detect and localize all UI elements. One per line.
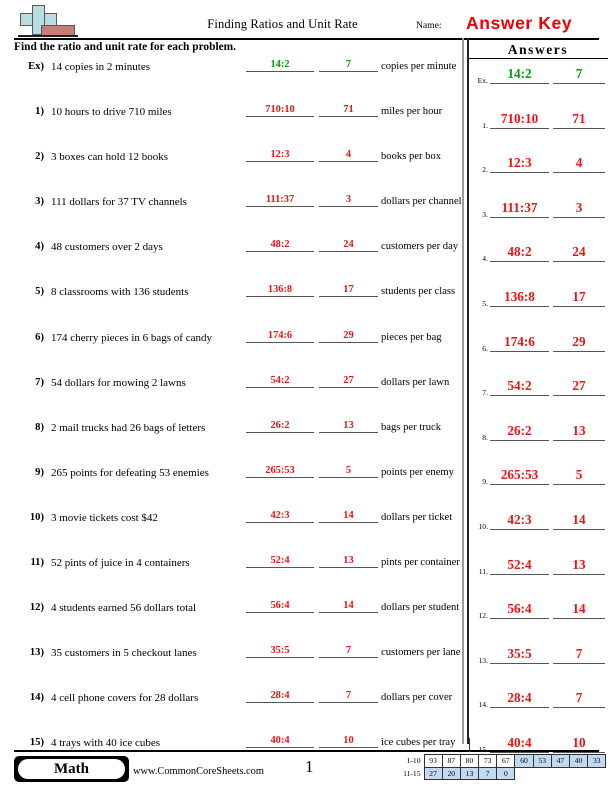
problem-number: 13)	[29, 647, 44, 659]
ratio-answer-blank[interactable]: 56:4	[246, 600, 314, 613]
unit-label: students per class	[381, 286, 456, 298]
problem-statement: 35 customers in 5 checkout lanes	[51, 647, 197, 660]
problem-statement: 2 mail trucks had 26 bags of letters	[51, 421, 206, 434]
problem-statement: 14 copies in 2 minutes	[51, 61, 150, 73]
unit-label: points per enemy	[381, 466, 454, 478]
unit-rate-answer-blank[interactable]: 17	[319, 284, 378, 297]
grading-scale-row	[396, 755, 606, 768]
answer-row-number: 4.	[482, 254, 488, 264]
problem-row	[0, 687, 462, 732]
answer-unit-rate: 7	[553, 690, 605, 708]
grading-scale-spacer	[588, 767, 606, 780]
page-header	[0, 0, 612, 44]
answer-unit-rate: 4	[553, 155, 605, 173]
answer-ratio: 710:10	[490, 111, 549, 129]
problem-row	[0, 642, 462, 687]
answer-unit-rate: 5	[553, 467, 605, 485]
problem-statement: 54 dollars for mowing 2 lawns	[51, 376, 186, 389]
answer-row-number: 12.	[478, 611, 488, 621]
answer-row-number: Ex.	[477, 76, 488, 85]
answer-key-stamp: Answer Key	[466, 13, 573, 33]
problem-number: 2)	[35, 151, 44, 163]
subject-badge	[14, 756, 129, 782]
problem-number: 11)	[30, 557, 44, 569]
answers-row-list	[468, 64, 612, 778]
unit-label: pieces per bag	[381, 331, 442, 343]
problem-statement: 48 customers over 2 days	[51, 241, 163, 254]
problem-number: 5)	[35, 286, 44, 298]
problem-statement: 111 dollars for 37 TV channels	[51, 196, 187, 209]
answer-row-number: 7.	[482, 388, 488, 398]
answer-row	[468, 421, 612, 466]
grading-scale-spacer	[551, 767, 569, 780]
ratio-answer-blank[interactable]: 136:8	[246, 284, 314, 297]
problem-number: 1)	[35, 106, 44, 118]
ratio-answer-blank[interactable]: 48:2	[246, 239, 314, 252]
grading-scale-row-label: 1-10	[406, 756, 421, 765]
name-label: Name:	[416, 20, 442, 31]
ratio-answer-blank[interactable]: 710:10	[246, 104, 314, 117]
problem-row	[0, 191, 462, 236]
grading-scale-cell: 33	[588, 755, 606, 768]
problem-row	[0, 507, 462, 552]
grading-scale-cell: 93	[424, 755, 442, 768]
answer-unit-rate: 71	[553, 111, 605, 129]
grading-scale-spacer	[570, 767, 588, 780]
answer-ratio: 136:8	[490, 289, 549, 307]
answer-ratio: 52:4	[490, 557, 549, 575]
problem-statement: 174 cherry pieces in 6 bags of candy	[51, 331, 212, 344]
answer-ratio: 48:2	[490, 244, 549, 262]
problem-row	[0, 552, 462, 597]
ratio-answer-blank[interactable]: 26:2	[246, 420, 314, 433]
ratio-answer-blank[interactable]: 40:4	[246, 735, 314, 748]
problem-number: Ex)	[28, 61, 44, 72]
answer-ratio: 12:3	[490, 155, 549, 173]
problem-row	[0, 146, 462, 191]
grade-scale-tick	[469, 738, 470, 752]
answer-row-number: 13.	[478, 655, 488, 665]
grading-scale-cell: 87	[442, 755, 460, 768]
problem-row	[0, 597, 462, 642]
answer-ratio: 54:2	[490, 378, 549, 396]
answer-row	[468, 599, 612, 644]
problem-statement: 3 movie tickets cost $42	[51, 511, 158, 524]
page-number: 1	[305, 757, 314, 776]
answer-ratio: 28:4	[490, 690, 549, 708]
answer-row	[468, 287, 612, 332]
problem-statement: 52 pints of juice in 4 containers	[51, 557, 190, 570]
subject-badge-label: Math	[18, 759, 125, 779]
worksheet-title: Finding Ratios and Unit Rate	[207, 17, 358, 31]
problem-number: 9)	[35, 466, 44, 478]
ratio-answer-blank[interactable]: 28:4	[246, 690, 314, 703]
grading-scale-spacer	[533, 767, 551, 780]
answer-row	[468, 688, 612, 733]
problem-statement: 265 points for defeating 53 enemies	[51, 466, 209, 479]
answer-unit-rate: 24	[553, 244, 605, 262]
unit-rate-answer-blank[interactable]: 14	[319, 600, 378, 613]
answer-ratio: 265:53	[490, 467, 549, 485]
unit-rate-answer-blank[interactable]: 3	[319, 194, 378, 207]
grading-scale-row	[396, 767, 606, 780]
ratio-answer-blank[interactable]: 12:3	[246, 149, 314, 162]
site-url[interactable]: www.CommonCoreSheets.com	[133, 766, 264, 777]
unit-rate-answer-blank[interactable]: 7	[319, 690, 378, 703]
problem-statement: 8 classrooms with 136 students	[51, 286, 189, 299]
answer-ratio: 14:2	[490, 66, 549, 84]
ratio-answer-blank[interactable]: 14:2	[246, 59, 314, 72]
answer-ratio: 42:3	[490, 512, 549, 530]
unit-rate-answer-blank[interactable]: 24	[319, 239, 378, 252]
answer-ratio: 174:6	[490, 334, 549, 352]
grading-scale-table	[396, 754, 606, 780]
grading-scale-cell: 53	[533, 755, 551, 768]
answer-row-number: 2.	[482, 165, 488, 175]
problem-row	[0, 56, 462, 101]
answer-row-number: 6.	[482, 343, 488, 353]
ratio-answer-blank[interactable]: 52:4	[246, 555, 314, 568]
problem-row	[0, 462, 462, 507]
grading-scale-cell: 27	[424, 767, 442, 780]
answer-row-number: 10.	[478, 521, 488, 531]
problem-statement: 4 students earned 56 dollars total	[51, 602, 197, 615]
answer-ratio: 35:5	[490, 646, 549, 664]
answer-ratio: 56:4	[490, 601, 549, 619]
ratio-answer-blank[interactable]: 111:37	[246, 194, 314, 207]
answer-unit-rate: 3	[553, 200, 605, 218]
problem-row	[0, 372, 462, 417]
instructions-text: Find the ratio and unit rate for each problem.	[14, 41, 237, 53]
ratio-answer-blank[interactable]: 35:5	[246, 645, 314, 658]
commoncoresheets-logo-icon	[18, 4, 78, 38]
unit-label: customers per lane	[381, 647, 461, 659]
answer-unit-rate: 13	[553, 423, 605, 441]
unit-rate-answer-blank[interactable]: 7	[319, 59, 378, 72]
answer-row-number: 8.	[482, 432, 488, 442]
ratio-answer-blank[interactable]: 54:2	[246, 375, 314, 388]
answer-row-number: 9.	[482, 477, 488, 487]
ratio-answer-blank[interactable]: 265:53	[246, 465, 314, 478]
answer-row	[468, 332, 612, 377]
grading-scale-cell: 60	[515, 755, 533, 768]
answer-row-number: 14.	[478, 700, 488, 710]
answer-row-number: 1.	[482, 120, 488, 130]
answer-row	[468, 64, 612, 109]
problem-row	[0, 281, 462, 326]
unit-label: customers per day	[381, 241, 459, 253]
answer-row	[468, 242, 612, 287]
ratio-answer-blank[interactable]: 42:3	[246, 510, 314, 523]
answer-unit-rate: 29	[553, 334, 605, 352]
problem-number: 6)	[35, 331, 44, 343]
answer-row-number: 5.	[482, 298, 488, 308]
unit-rate-answer-blank[interactable]: 71	[319, 104, 378, 117]
answer-row	[468, 376, 612, 421]
unit-label: bags per truck	[381, 421, 442, 433]
grading-scale-cell: 67	[497, 755, 515, 768]
answer-unit-rate: 27	[553, 378, 605, 396]
problem-number: 4)	[35, 241, 44, 253]
answer-row	[468, 153, 612, 198]
grading-scale-row-label: 11-15	[403, 768, 421, 778]
unit-rate-answer-blank[interactable]: 29	[319, 330, 378, 343]
problem-number: 14)	[29, 692, 44, 704]
unit-rate-answer-blank[interactable]: 5	[319, 465, 378, 478]
problem-number: 12)	[29, 602, 44, 614]
problem-row	[0, 236, 462, 281]
unit-rate-answer-blank[interactable]: 7	[319, 645, 378, 658]
answer-row	[468, 510, 612, 555]
answer-ratio: 26:2	[490, 423, 549, 441]
unit-label: dollars per channel	[381, 196, 462, 208]
answer-unit-rate: 7	[553, 646, 605, 664]
answer-unit-rate: 10	[553, 735, 605, 753]
answer-row-number: 3.	[482, 209, 488, 219]
answer-ratio: 40:4	[490, 735, 549, 753]
column-divider-outer	[462, 38, 464, 744]
answer-row	[468, 109, 612, 154]
grading-scale-cell: 47	[551, 755, 569, 768]
grading-scale-spacer	[515, 767, 533, 780]
unit-label: dollars per cover	[381, 692, 453, 704]
answer-unit-rate: 7	[553, 66, 605, 84]
answer-unit-rate: 17	[553, 289, 605, 307]
answer-unit-rate: 14	[553, 601, 605, 619]
answer-unit-rate: 13	[553, 557, 605, 575]
problem-number: 10)	[29, 511, 44, 523]
problem-number: 8)	[35, 421, 44, 433]
answer-row	[468, 465, 612, 510]
problem-list	[0, 56, 462, 778]
unit-label: copies per minute	[381, 61, 457, 72]
answer-row-number: 11.	[478, 566, 488, 576]
answer-row	[468, 198, 612, 243]
unit-label: dollars per student	[381, 602, 460, 614]
problem-row	[0, 101, 462, 146]
unit-label: pints per container	[381, 557, 460, 569]
grading-scale-cell: 7	[479, 767, 497, 780]
logo-plus-center	[33, 14, 43, 24]
unit-label: dollars per lawn	[381, 376, 450, 388]
answers-panel-title: Answers	[468, 42, 608, 59]
grading-scale-cell: 73	[479, 755, 497, 768]
problem-row	[0, 417, 462, 462]
answer-row	[468, 644, 612, 689]
grading-scale-cell: 0	[497, 767, 515, 780]
answer-row	[468, 555, 612, 600]
problem-number: 15)	[29, 737, 44, 749]
unit-rate-answer-blank[interactable]: 10	[319, 735, 378, 748]
problem-row	[0, 327, 462, 372]
problem-number: 3)	[35, 196, 44, 208]
grading-scale-cell: 80	[460, 755, 478, 768]
problem-statement: 4 cell phone covers for 28 dollars	[51, 692, 199, 705]
ratio-answer-blank[interactable]: 174:6	[246, 330, 314, 343]
unit-rate-answer-blank[interactable]: 13	[319, 420, 378, 433]
grading-scale-cell: 13	[460, 767, 478, 780]
grading-scale-cell: 20	[442, 767, 460, 780]
answer-unit-rate: 14	[553, 512, 605, 530]
grading-scale	[396, 754, 606, 780]
unit-rate-answer-blank[interactable]: 14	[319, 510, 378, 523]
problem-statement: 3 boxes can hold 12 books	[51, 151, 169, 164]
unit-label: dollars per ticket	[381, 511, 453, 523]
unit-rate-answer-blank[interactable]: 4	[319, 149, 378, 162]
unit-label: books per box	[381, 151, 442, 163]
header-divider-rule	[14, 38, 599, 40]
unit-label: ice cubes per tray	[381, 737, 456, 749]
unit-label: miles per hour	[381, 106, 443, 118]
problem-number: 7)	[35, 376, 44, 388]
answer-ratio: 111:37	[490, 200, 549, 218]
unit-rate-answer-blank[interactable]: 13	[319, 555, 378, 568]
problem-statement: 10 hours to drive 710 miles	[51, 106, 172, 119]
problem-statement: 4 trays with 40 ice cubes	[51, 737, 161, 750]
footer-divider-rule	[14, 750, 599, 752]
unit-rate-answer-blank[interactable]: 27	[319, 375, 378, 388]
grading-scale-cell: 40	[570, 755, 588, 768]
